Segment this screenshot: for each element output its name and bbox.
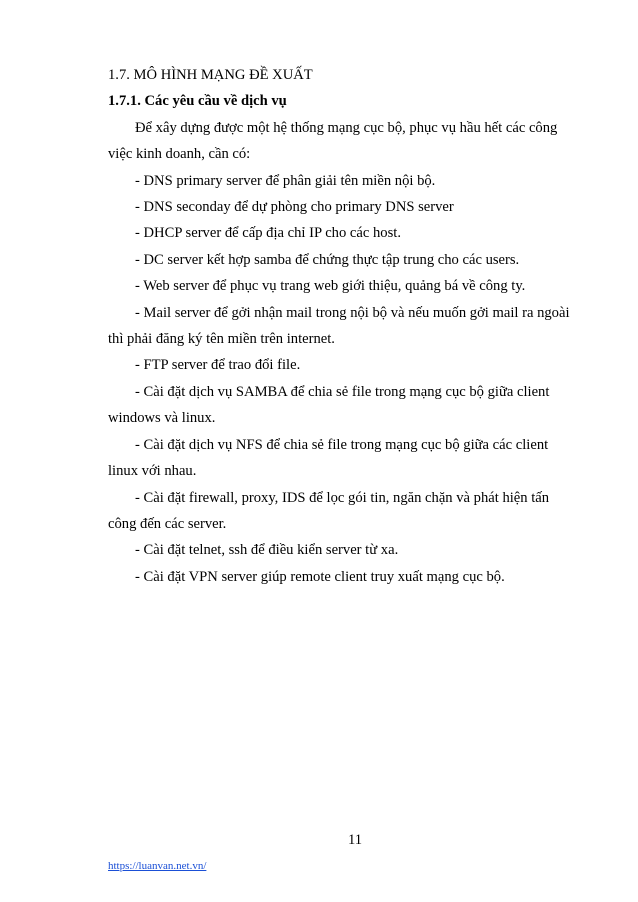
list-item: - FTP server để trao đổi file. bbox=[135, 357, 301, 374]
list-item-continuation: linux với nhau. bbox=[108, 463, 197, 480]
footer-link[interactable]: https://luanvan.net.vn/ bbox=[108, 860, 207, 872]
list-item: - Web server để phục vụ trang web giới thiệu, quảng bá về công ty. bbox=[135, 278, 526, 295]
section-heading: 1.7. MÔ HÌNH MẠNG ĐỀ XUẤT bbox=[108, 67, 313, 83]
list-item: - DNS primary server để phân giải tên miền nội bộ. bbox=[135, 172, 436, 189]
intro-line: Để xây dựng được một hệ thống mạng cục bộ, phục vụ hầu hết các công bbox=[135, 119, 558, 136]
intro-line: việc kinh doanh, cần có: bbox=[108, 146, 251, 163]
list-item: - DHCP server để cấp địa chỉ IP cho các host. bbox=[135, 225, 401, 242]
page-number: 11 bbox=[347, 832, 363, 848]
list-item: - DC server kết hợp samba để chứng thực tập trung cho các users. bbox=[135, 251, 520, 268]
list-item: - Cài đặt dịch vụ SAMBA để chia sẻ file trong mạng cục bộ giữa client bbox=[135, 383, 550, 400]
list-item: - Cài đặt dịch vụ NFS để chia sẻ file trong mạng cục bộ giữa các client bbox=[135, 436, 549, 453]
list-item: - DNS seconday để dự phòng cho primary DNS server bbox=[135, 199, 454, 216]
list-item-continuation: thì phải đăng ký tên miền trên internet. bbox=[108, 331, 335, 348]
list-item: - Cài đặt telnet, ssh để điều kiển server từ xa. bbox=[135, 542, 399, 559]
list-item: - Mail server để gởi nhận mail trong nội bộ và nếu muốn gởi mail ra ngoài bbox=[135, 304, 570, 321]
list-item: - Cài đặt firewall, proxy, IDS để lọc gói tin, ngăn chặn và phát hiện tấn bbox=[135, 489, 550, 506]
subsection-heading: 1.7.1. Các yêu cầu về dịch vụ bbox=[108, 93, 287, 110]
list-item: - Cài đặt VPN server giúp remote client truy xuất mạng cục bộ. bbox=[135, 568, 505, 585]
list-item-continuation: công đến các server. bbox=[108, 515, 227, 532]
list-item-continuation: windows và linux. bbox=[108, 410, 216, 427]
page-content bbox=[108, 62, 588, 590]
